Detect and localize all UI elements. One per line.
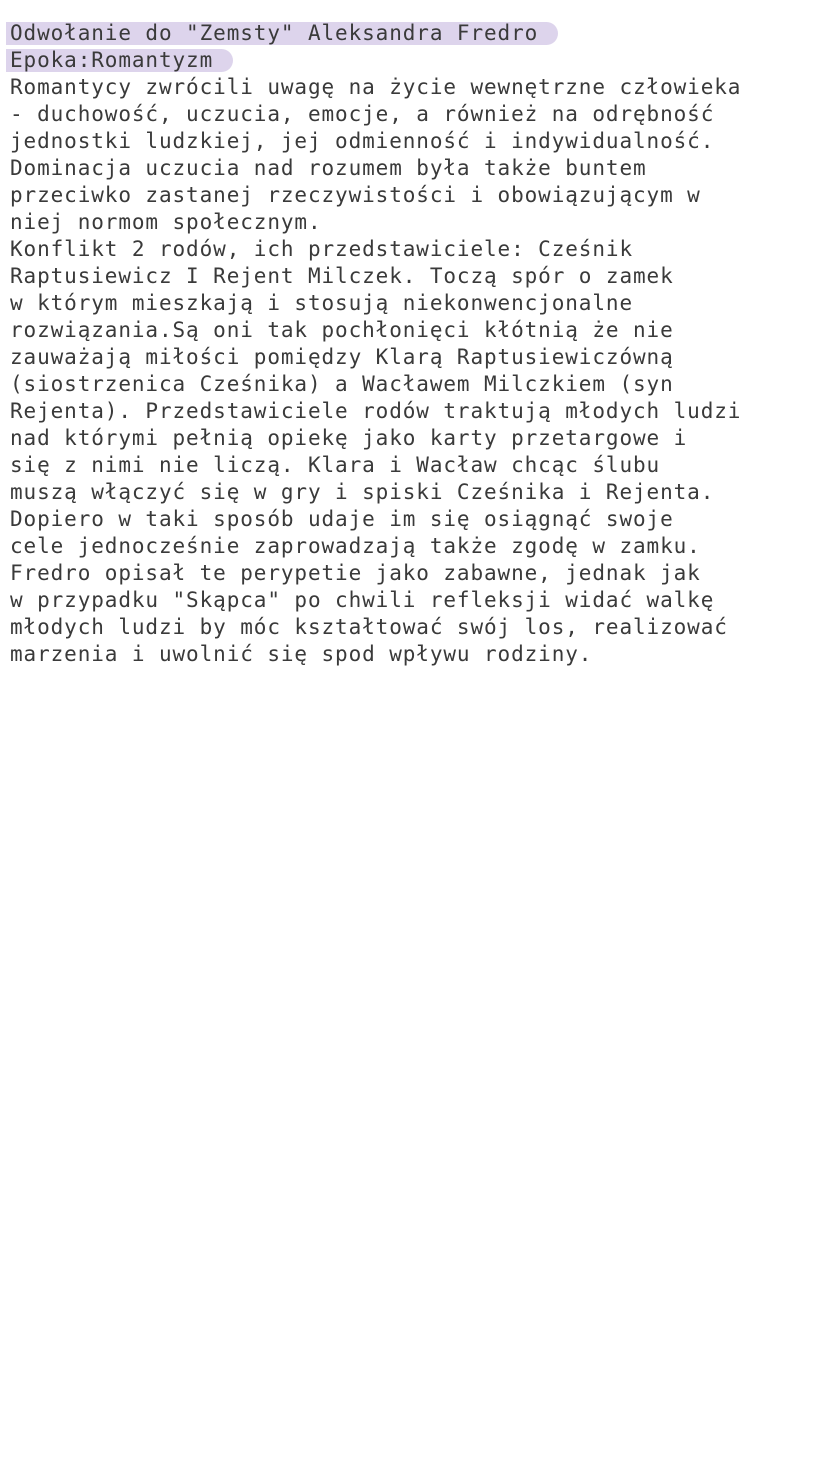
note-line: Raptusiewicz I Rejent Milczek. Toczą spór o zamek (10, 264, 674, 288)
note-line: Rejenta). Przedstawiciele rodów traktują młodych ludzi (10, 399, 742, 423)
note-line: marzenia i uwolnić się spod wpływu rodziny. (10, 642, 593, 666)
note-line: muszą włączyć się w gry i spiski Cześnika i Rejenta. (10, 480, 715, 504)
note-line: nad którymi pełnią opiekę jako karty przetargowe i (10, 426, 688, 450)
note-line: młodych ludzi by móc kształtować swój los, realizować (10, 615, 728, 639)
note-epoch: Epoka:Romantyzm (6, 49, 233, 72)
note-line: przeciwko zastanej rzeczywistości i obowiązującym w (10, 183, 701, 207)
note-line: zauważają miłości pomiędzy Klarą Raptusiewiczówną (10, 345, 674, 369)
note-line: Dominacja uczucia nad rozumem była także buntem (10, 156, 647, 180)
note-line: Fredro opisał te perypetie jako zabawne, jednak jak (10, 561, 701, 585)
note-line: jednostki ludzkiej, jej odmienność i indywidualność. (10, 129, 715, 153)
note-body (10, 74, 820, 668)
note-line: w którym mieszkają i stosują niekonwencjonalne (10, 291, 633, 315)
note-line: - duchowość, uczucia, emocje, a również na odrębność (10, 102, 715, 126)
note-line: w przypadku "Skąpca" po chwili refleksji widać walkę (10, 588, 715, 612)
note-line: cele jednocześnie zaprowadzają także zgodę w zamku. (10, 534, 701, 558)
note-line: niej normom społecznym. (10, 210, 322, 234)
note-line: Konflikt 2 rodów, ich przedstawiciele: Cześnik (10, 237, 633, 261)
note-title: Odwołanie do "Zemsty" Aleksandra Fredro (6, 22, 558, 45)
handwritten-note (10, 20, 820, 668)
note-line: Dopiero w taki sposób udaje im się osiągnąć swoje (10, 507, 674, 531)
note-line: się z nimi nie liczą. Klara i Wacław chcąc ślubu (10, 453, 661, 477)
note-line: rozwiązania.Są oni tak pochłonięci kłótnią że nie (10, 318, 674, 342)
note-line: Romantycy zwrócili uwagę na życie wewnętrzne człowieka (10, 75, 742, 99)
note-line: (siostrzenica Cześnika) a Wacławem Milczkiem (syn (10, 372, 674, 396)
